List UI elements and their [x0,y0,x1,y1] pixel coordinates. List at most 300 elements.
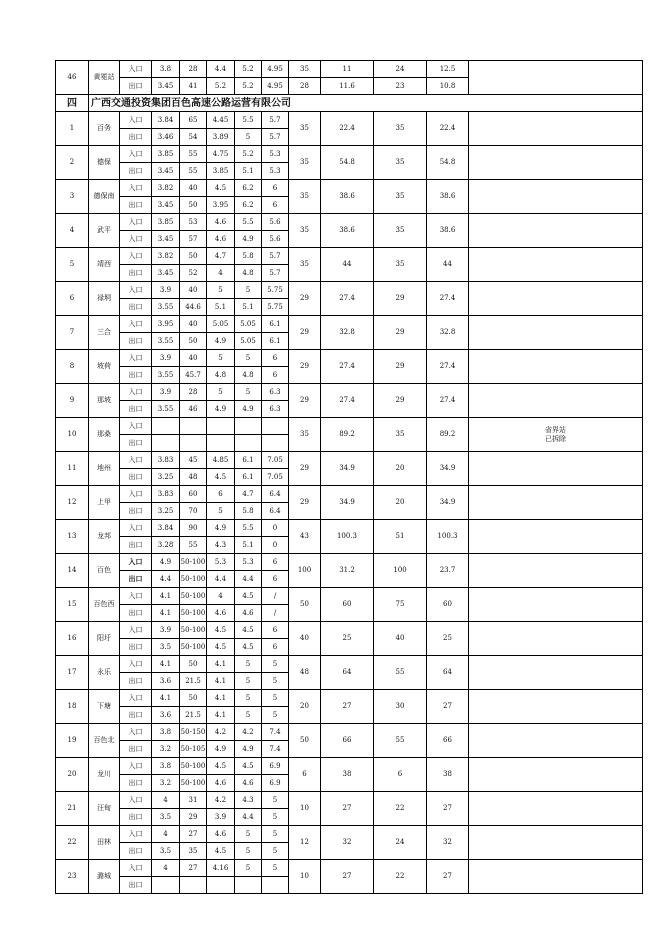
lane-count: 10 [289,860,321,894]
distance-value: 25 [427,622,469,656]
value-cell: 4.6 [235,775,262,792]
value-cell: 5.6 [262,214,289,231]
station-name: 那坡 [89,384,120,418]
distance-value: 27.4 [427,384,469,418]
direction-label: 入口 [120,214,152,231]
value-cell: 4.16 [207,860,235,877]
value-cell: 4.45 [207,112,235,129]
distance-value: 34.9 [427,486,469,520]
station-row-entry [56,384,643,401]
direction-label: 入口 [120,486,152,503]
direction-label: 出口 [120,129,152,146]
lane-count: 35 [374,180,427,214]
station-number: 4 [56,214,89,248]
station-row-entry [56,792,643,809]
lane-count: 29 [374,350,427,384]
lane-count: 35 [289,418,321,452]
station-row-entry [56,656,643,673]
distance-value: 54.8 [321,146,374,180]
lane-count: 35 [289,180,321,214]
lane-count: 40 [374,622,427,656]
value-cell: 5 [262,656,289,673]
station-row-entry [56,622,643,639]
direction-label: 出口 [120,741,152,758]
value-cell: 3.55 [152,299,180,316]
station-row-entry [56,758,643,775]
value-cell: 5.1 [235,163,262,180]
station-number: 9 [56,384,89,418]
value-cell: 4.7 [235,486,262,503]
value-cell: 55 [180,537,207,554]
value-cell: 4.1 [207,673,235,690]
value-cell: 4.1 [207,690,235,707]
value-cell: 4.85 [207,452,235,469]
station-name: 禄垌 [89,282,120,316]
lane-count: 10 [289,792,321,826]
value-cell: 4.1 [152,588,180,605]
station-name: 武平 [89,214,120,248]
value-cell: 6.3 [262,401,289,418]
value-cell: / [262,588,289,605]
station-number: 2 [56,146,89,180]
station-number: 18 [56,690,89,724]
note-cell [469,724,643,758]
value-cell: 5 [262,843,289,860]
note-cell [469,520,643,554]
value-cell: 5 [235,282,262,299]
value-cell: 6.1 [262,333,289,350]
value-cell: 5 [235,350,262,367]
distance-value: 32.8 [321,316,374,350]
value-cell: 4.5 [235,758,262,775]
station-number: 8 [56,350,89,384]
value-cell: 3.2 [152,741,180,758]
value-cell: 4.8 [207,367,235,384]
value-cell: 4.1 [207,656,235,673]
value-cell [152,418,180,435]
value-cell: 54 [180,129,207,146]
value-cell: 3.2 [152,775,180,792]
value-cell: 5.2 [235,78,262,95]
note-cell [469,690,643,724]
note-cell [469,452,643,486]
distance-value: 27.4 [321,384,374,418]
distance-value: 10.8 [427,78,469,95]
station-name: 汪甸 [89,792,120,826]
distance-value: 11.6 [321,78,374,95]
value-cell: 4.6 [207,214,235,231]
value-cell: 6.3 [262,384,289,401]
value-cell: 4.4 [235,809,262,826]
value-cell: 5.3 [262,163,289,180]
value-cell [235,435,262,452]
station-number: 46 [56,61,89,95]
value-cell: 55 [180,146,207,163]
direction-label: 入口 [120,418,152,435]
station-name: 百色北 [89,724,120,758]
value-cell: 5.7 [262,129,289,146]
value-cell: 5 [235,384,262,401]
distance-value: 27 [321,792,374,826]
direction-label: 入口 [120,248,152,265]
value-cell: 44.6 [180,299,207,316]
value-cell: 4.1 [152,605,180,622]
lane-count: 28 [289,78,321,95]
direction-label: 出口 [120,163,152,180]
section-number: 四 [56,95,89,112]
station-row-entry [56,248,643,265]
station-row-entry [56,724,643,741]
value-cell: 6 [262,180,289,197]
value-cell: 4.6 [207,231,235,248]
lane-count: 55 [374,656,427,690]
value-cell: 3.45 [152,78,180,95]
value-cell: 4.5 [207,639,235,656]
value-cell: 7.05 [262,452,289,469]
value-cell: 3.82 [152,180,180,197]
value-cell: 3.8 [152,758,180,775]
station-number: 3 [56,180,89,214]
station-name: 坡荷 [89,350,120,384]
lane-count: 50 [289,724,321,758]
distance-value: 44 [427,248,469,282]
value-cell: 50-100 [180,775,207,792]
station-row-entry [56,180,643,197]
lane-count: 35 [289,214,321,248]
station-row-entry [56,860,643,877]
distance-value: 32.8 [427,316,469,350]
value-cell: 5.8 [235,248,262,265]
direction-label: 入口 [120,384,152,401]
value-cell: 3.82 [152,248,180,265]
value-cell: 5 [235,707,262,724]
distance-value: 66 [427,724,469,758]
value-cell: 6.1 [235,452,262,469]
value-cell: 6 [262,622,289,639]
lane-count: 50 [289,588,321,622]
station-row-entry [56,146,643,163]
distance-value: 60 [427,588,469,622]
value-cell: 3.9 [207,809,235,826]
value-cell: 3.89 [207,129,235,146]
value-cell [262,877,289,894]
direction-label: 入口 [120,350,152,367]
value-cell: 3.55 [152,401,180,418]
value-cell: 4.5 [207,469,235,486]
direction-label: 出口 [120,367,152,384]
value-cell: 4.3 [235,792,262,809]
value-cell: 50 [180,690,207,707]
lane-count: 35 [374,112,427,146]
station-row-entry [56,214,643,231]
station-name: 龙邦 [89,520,120,554]
value-cell: 4.5 [235,588,262,605]
note-cell [469,860,643,894]
station-number: 17 [56,656,89,690]
station-name: 三合 [89,316,120,350]
value-cell: 5.6 [262,231,289,248]
lane-count: 29 [289,282,321,316]
value-cell: 40 [180,350,207,367]
value-cell: 50 [180,248,207,265]
distance-value: 89.2 [427,418,469,452]
value-cell: 4.9 [152,554,180,571]
station-name: 下塘 [89,690,120,724]
direction-label: 入口 [120,690,152,707]
value-cell: 3.85 [152,146,180,163]
value-cell: 5 [262,673,289,690]
direction-label: 出口 [120,435,152,452]
station-number: 23 [56,860,89,894]
lane-count: 20 [374,486,427,520]
distance-value: 89.2 [321,418,374,452]
note-cell [469,180,643,214]
station-number: 1 [56,112,89,146]
lane-count: 29 [374,384,427,418]
direction-label: 出口 [120,537,152,554]
value-cell: 3.45 [152,265,180,282]
value-cell: 4.95 [262,78,289,95]
value-cell: 3.5 [152,639,180,656]
lane-count: 29 [289,316,321,350]
lane-count: 29 [374,316,427,350]
value-cell: 6 [262,639,289,656]
direction-label: 出口 [120,265,152,282]
value-cell: 3.9 [152,282,180,299]
direction-label: 出口 [120,877,152,894]
value-cell: 3.9 [152,350,180,367]
value-cell: 4 [152,792,180,809]
direction-label: 入口 [120,61,152,78]
distance-value: 38.6 [427,180,469,214]
lane-count: 100 [289,554,321,588]
value-cell: 5 [235,843,262,860]
value-cell: 4.4 [235,571,262,588]
value-cell: 5.2 [235,146,262,163]
direction-label: 入口 [120,231,152,248]
lane-count: 35 [374,418,427,452]
value-cell: 50-100 [180,588,207,605]
direction-label: 出口 [120,707,152,724]
value-cell: 3.84 [152,112,180,129]
distance-value: 25 [321,622,374,656]
value-cell: 70 [180,503,207,520]
station-row-entry [56,588,643,605]
value-cell: 7.05 [262,469,289,486]
station-name: 百务 [89,112,120,146]
station-row-entry [56,486,643,503]
value-cell: 4.1 [152,656,180,673]
lane-count: 29 [289,486,321,520]
value-cell: 3.95 [207,197,235,214]
station-name: 田林 [89,826,120,860]
note-cell [469,112,643,146]
value-cell: 4.8 [235,367,262,384]
lane-count: 35 [289,61,321,78]
distance-value: 32 [427,826,469,860]
distance-value: 27 [321,860,374,894]
value-cell: 4.9 [235,231,262,248]
value-cell: 4.5 [207,843,235,860]
value-cell: 3.84 [152,520,180,537]
direction-label: 入口 [120,758,152,775]
value-cell [235,418,262,435]
value-cell: 4 [207,588,235,605]
value-cell: 3.25 [152,469,180,486]
value-cell: 5.05 [235,333,262,350]
value-cell: 4.4 [207,61,235,78]
note-cell [469,384,643,418]
value-cell: 5 [262,707,289,724]
value-cell: 3.55 [152,333,180,350]
direction-label: 出口 [120,78,152,95]
direction-label: 出口 [120,401,152,418]
value-cell: 50 [180,656,207,673]
value-cell: 4.5 [235,639,262,656]
note-cell [469,282,643,316]
value-cell: 5.1 [235,299,262,316]
value-cell: 40 [180,316,207,333]
direction-label: 入口 [120,554,152,571]
distance-value: 27 [321,690,374,724]
value-cell: 6.1 [262,316,289,333]
value-cell: 3.55 [152,367,180,384]
value-cell: 6.9 [262,775,289,792]
value-cell: 3.9 [152,384,180,401]
value-cell [207,418,235,435]
value-cell: 21.5 [180,707,207,724]
value-cell: 0 [262,520,289,537]
distance-value: 27 [427,792,469,826]
lane-count: 22 [374,792,427,826]
value-cell: 5.3 [207,554,235,571]
value-cell: 5.5 [235,112,262,129]
direction-label: 出口 [120,809,152,826]
value-cell: 4.2 [207,792,235,809]
value-cell: 4.2 [235,724,262,741]
value-cell: 5 [207,503,235,520]
direction-label: 入口 [120,282,152,299]
value-cell: 4.95 [262,61,289,78]
distance-value: 32 [321,826,374,860]
value-cell: 4.9 [207,741,235,758]
value-cell: 5 [207,282,235,299]
value-cell [262,418,289,435]
distance-value: 12.5 [427,61,469,78]
note-cell [469,146,643,180]
value-cell: 4.4 [207,571,235,588]
lane-count: 51 [374,520,427,554]
lane-count: 6 [374,758,427,792]
station-number: 21 [56,792,89,826]
station-row-entry [56,554,643,571]
station-name: 阳圩 [89,622,120,656]
station-row-entry [56,112,643,129]
direction-label: 入口 [120,520,152,537]
note-cell [469,622,643,656]
distance-value: 60 [321,588,374,622]
value-cell: 4 [152,860,180,877]
station-number: 10 [56,418,89,452]
value-cell: 50-150 [180,724,207,741]
value-cell: 27 [180,860,207,877]
value-cell: 5 [235,860,262,877]
value-cell: 3.5 [152,809,180,826]
station-number: 16 [56,622,89,656]
value-cell: 27 [180,826,207,843]
value-cell: 3.45 [152,163,180,180]
value-cell: 90 [180,520,207,537]
direction-label: 出口 [120,639,152,656]
lane-count: 29 [289,384,321,418]
value-cell: 4.6 [235,605,262,622]
station-row-entry [56,316,643,333]
value-cell: 4.9 [207,401,235,418]
lane-count: 29 [289,452,321,486]
value-cell: 5 [235,129,262,146]
value-cell: 50-105 [180,741,207,758]
value-cell: 6.2 [235,180,262,197]
distance-value: 44 [321,248,374,282]
distance-value: 27.4 [321,282,374,316]
value-cell: 5.75 [262,299,289,316]
value-cell: 5.2 [207,78,235,95]
value-cell: 4.5 [235,622,262,639]
station-row-entry [56,690,643,707]
station-row-entry [56,282,643,299]
lane-count: 29 [374,282,427,316]
lane-count: 24 [374,61,427,78]
direction-label: 出口 [120,299,152,316]
direction-label: 出口 [120,503,152,520]
station-number: 5 [56,248,89,282]
value-cell: 5.5 [235,520,262,537]
value-cell: 3.45 [152,197,180,214]
station-name: 德保 [89,146,120,180]
value-cell: 6 [262,350,289,367]
direction-label: 入口 [120,622,152,639]
station-row-entry [56,61,643,78]
direction-label: 入口 [120,724,152,741]
value-cell: 6 [262,571,289,588]
value-cell: 3.5 [152,843,180,860]
station-name: 靖西 [89,248,120,282]
distance-value: 31.2 [321,554,374,588]
direction-label: 出口 [120,469,152,486]
lane-count: 35 [374,214,427,248]
value-cell: 3.46 [152,129,180,146]
value-cell: 3.95 [152,316,180,333]
lane-count: 12 [289,826,321,860]
direction-label: 入口 [120,452,152,469]
value-cell: 5.05 [207,316,235,333]
distance-value: 22.4 [321,112,374,146]
distance-value: 54.8 [427,146,469,180]
distance-value: 100.3 [321,520,374,554]
direction-label: 入口 [120,860,152,877]
value-cell: 4.1 [207,707,235,724]
value-cell: 6.2 [235,197,262,214]
value-cell: 3.83 [152,486,180,503]
distance-value: 66 [321,724,374,758]
value-cell: 6.1 [235,469,262,486]
value-cell [180,418,207,435]
value-cell: 4.5 [207,758,235,775]
distance-value: 38 [427,758,469,792]
direction-label: 出口 [120,571,152,588]
value-cell: 5.1 [235,537,262,554]
lane-count: 29 [289,350,321,384]
